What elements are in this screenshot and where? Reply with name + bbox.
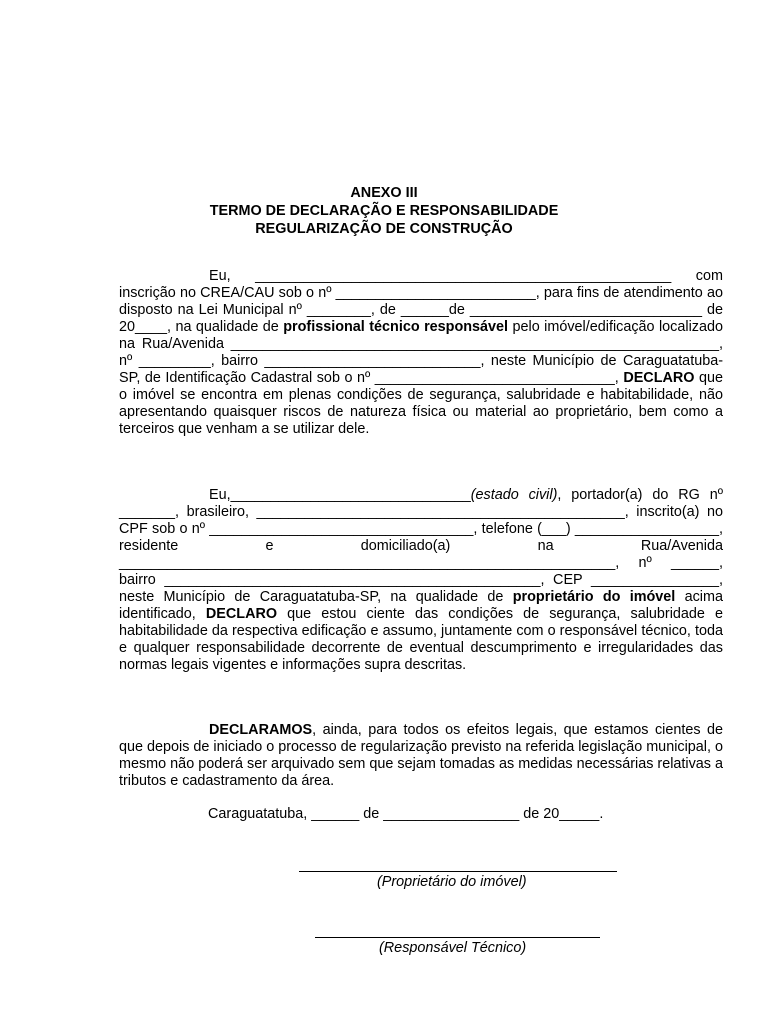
paragraph1-bold-declaro: DECLARO — [623, 370, 695, 386]
paragraph1-text-3: que o imóvel se encontra em plenas condições de segurança, salubridade e habitabilidade, não apresentando quaisquer riscos de natureza física ou material ao proprietário, bem como a terceiros que venham a se utilizar dele. — [119, 370, 723, 437]
title-line-term: TERMO DE DECLARAÇÃO E RESPONSABILIDADE — [209, 203, 559, 219]
signature-owner — [0, 871, 768, 891]
paragraph1-bold-role: profissional técnico responsável — [283, 319, 509, 335]
paragraph1-text-1: Eu, ____________________________________________________ com inscrição no CREA/CAU sob o nº _________________________, para fins de atendimento ao disposto na Lei Municipal nº ________, de ______de _____________________________ de 20____, na qualidade de — [119, 268, 723, 335]
paragraph1-text-2: pelo imóvel/edificação localizado na Rua/Avenida _____________________________________________________________, nº _________, bairro ___________________________, neste Município de Caraguatatuba-SP, de Identificação Cadastral sob o nº ______________________________, — [119, 319, 723, 386]
paragraph2-text-2: , portador(a) do RG nº _______, brasileiro, _________________________ — [119, 487, 723, 520]
paragraph2-text-3: acima identificado, — [119, 589, 723, 622]
signature-line-owner — [299, 871, 617, 872]
date-line: Caraguatatuba, ______ de _________________ de 20_____. — [208, 806, 604, 822]
signature-line-technician — [315, 937, 600, 938]
paragraph2-text-1: Eu,______________________________ — [209, 487, 471, 503]
paragraph3-text-1: , ainda, para todos os efeitos legais, que estamos cientes de que depois de iniciado o processo de regularização previsto na referida legislação municipal, o mesmo não poderá ser arquivado sem que sejam tomadas as medidas necessárias relativas a tributos e cadastramento da área. — [119, 722, 723, 789]
paragraph3-bold-declaramos: DECLARAMOS — [209, 722, 313, 738]
paragraph-owner-declaration — [119, 487, 723, 674]
document-title — [0, 184, 768, 238]
paragraph2-text-2b: _____________________, inscrito(a) no CPF sob o nº _________________________________, telefone (___) __________________, residente e domiciliado(a) na Rua/Avenida ______________________________________________________________, nº ______, bairro _______________________________________________, CEP ________________, neste Município de Caraguatatuba-SP, na qualidade de — [119, 504, 723, 605]
paragraph-joint-declaration — [119, 722, 723, 790]
signature-technician — [0, 937, 768, 957]
signature-label-owner: (Proprietário do imóvel) — [377, 874, 527, 890]
paragraph-technician-declaration — [119, 268, 723, 438]
paragraph2-text-4: que estou ciente das condições de segurança, salubridade e habitabilidade da respectiva edificação e assumo, juntamente com o responsável técnico, toda e qualquer responsabilidade decorrente de eventual descumprimento e irregularidades das normas legais vigentes e informações supra descritas. — [119, 606, 723, 673]
signature-label-technician: (Responsável Técnico) — [379, 940, 527, 956]
paragraph2-italic-civil-status: (estado civil) — [470, 487, 558, 503]
paragraph2-bold-declaro: DECLARO — [205, 606, 278, 622]
title-line-annex: ANEXO III — [350, 185, 418, 201]
paragraph2-bold-role: proprietário do imóvel — [512, 589, 676, 605]
title-line-regularization: REGULARIZAÇÃO DE CONSTRUÇÃO — [255, 221, 513, 237]
